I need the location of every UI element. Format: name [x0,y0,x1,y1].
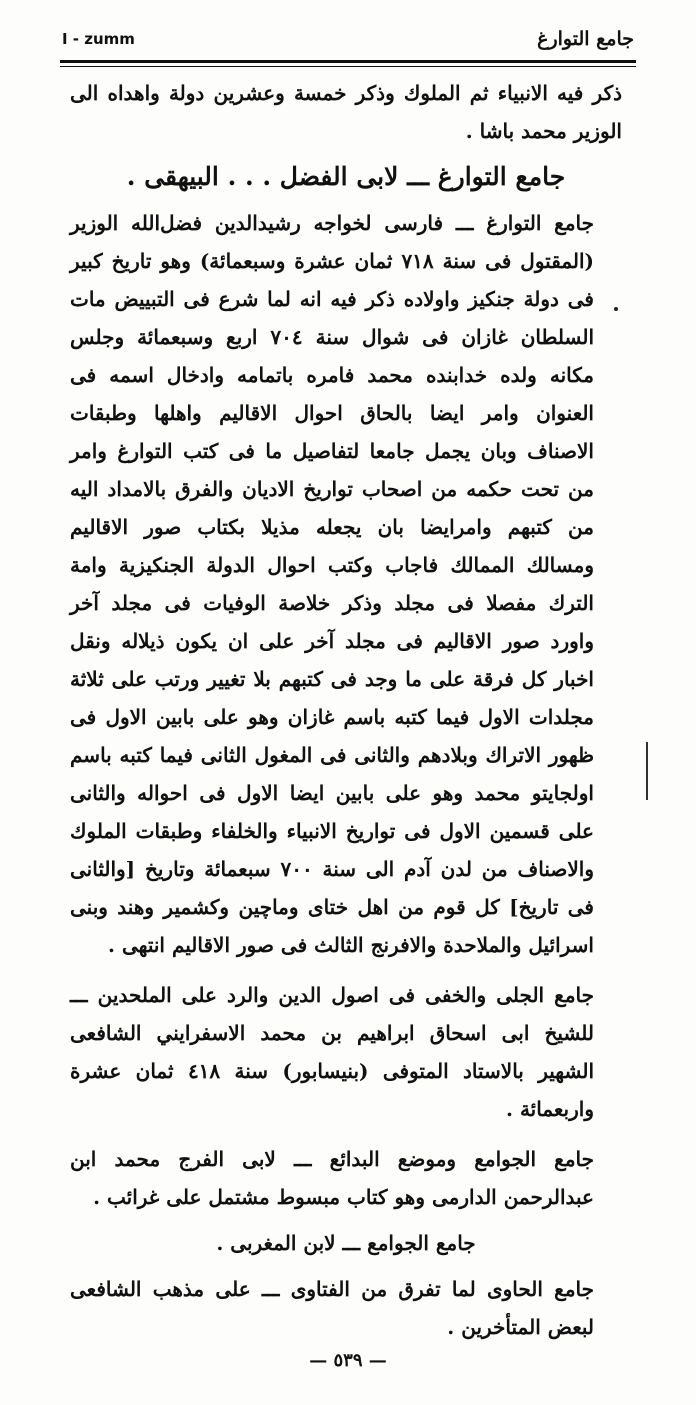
header-rule-thin [60,66,636,67]
entry-jami-hawi: جامع الحاوى لما تفرق من الفتاوى ـــ على مذهب الشافعى لبعض المتأخرين . [70,1277,594,1339]
header-rule-thick [60,60,636,63]
header-left-label: I - zumm [62,30,135,48]
entry-jami-jawami-darimi: جامع الجوامع وموضع البدائع ـــ لابى الفرج محمد ابن عبدالرحمن الدارمى وهو كتاب مبسوط مشتمل على غرائب . [70,1147,594,1209]
running-header [62,28,634,58]
entry-jami-jali-khafi: جامع الجلى والخفى فى اصول الدين والرد على الملحدين ـــ للشيخ ابى اسحاق ابراهيم بن محمد الاسفرايني الشافعى الشهير بالاستاد المتوفى (بنيسابور) سنة ٤١٨ ثمان عشرة واربعمائة . [70,983,595,1121]
entry-jami-tawarikh-rashid: جامع التوارغ ـــ فارسى لخواجه رشيدالدين فضل‌الله الوزير (المقتول فى سنة ٧١٨ ثمان عشرة وسبعمائة) وهو تاريخ كبير فى دولة جنكيز واولاده ذكر فيه انه لما شرع فى التبييض مات السلطان غازان فى شوال سنة ٧٠٤ اربع وسبعمائة وجلس مكانه ولده خدابنده محمد فامره باتمامه وادخال اسمه فى العنوان وامر ايضا بالحاق احوال الاقاليم واهلها وطبقات الاصناف وبان يجمل جامعا لتفاصيل ما فى كتب التوارغ وامر من تحت حكمه من اصحاب تواريخ الاديان والفرق بالامداد اليه من كتبهم وامرايضا بان يجعله مذيلا بكتاب صور الاقاليم ومسالك الممالك فاجاب وكتب احوال الدولة الجنكيزية وامة الترك مفصلا فى مجلد وذكر خلاصة الوفيات فى مجلد آخر واورد صور الاقاليم فى مجلد آخر على ان يكون ذيلاله ونقل اخبار كل فرقة على ما وجد فى كتبهم بلا تغيير ورتب على ثلاثة مجلدات الاول فيما كتبه باسم غازان وهو على بابين الاول فى ظهور الاتراك وبلادهم والثانى فى المغول الثانى فيما كتبه باسم اولجايتو محمد وهو على بابين ايضا الاول فى احواله والثانى على قسمين الاول فى تواريخ الانبياء والخلفاء وطبقات الملوك والاصناف من لدن آدم الى سنة ٧٠٠ سبعمائة وتاريخ [والثانى فى تاريخ] كل قوم من اهل ختاى وماچين وكشمير وهند وبنى اسرائيل والملاحدة والافرنج الثالث فى صور الاقاليم انتهى . [70,211,595,957]
entry-jami-tawarikh-bayhaqi: جامع التوارغ ـــ لابى الفضل . . . البيهقى . [126,162,566,191]
main-text-column [70,74,622,1346]
page-number: — ٥٣٩ — [309,1350,387,1371]
margin-line-mark [646,742,648,800]
entry-jami-jawami-maghribi: جامع الجوامع ـــ لابن المغربى . [216,1231,476,1255]
header-running-title: جامع التوارغ [537,28,634,50]
paragraph-continuation: ذكر فيه الانبياء ثم الملوك وذكر خمسة وعشرين دولة واهداه الى الوزير محمد باشا . [70,81,622,143]
